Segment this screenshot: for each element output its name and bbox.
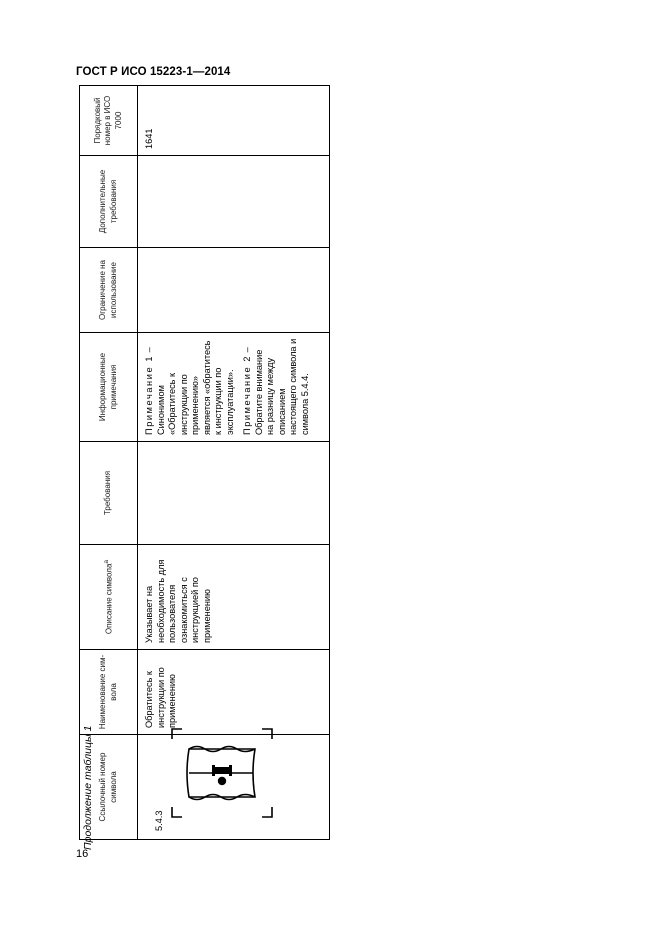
document-header: ГОСТ Р ИСО 15223-1—2014 [76,66,231,78]
page-number: 16 [76,848,89,860]
col-header-description [80,545,138,650]
cell-iso-number: 1641 [138,86,330,156]
footnote-marker: a [102,559,110,564]
col-header-additional: Дополнительные требования [80,156,138,248]
note-2-label: Примечание 2 [242,354,252,435]
cell-ref [138,735,330,840]
cell-requirements [138,442,330,545]
note-1-text: – Синонимом «Обратитесь к инструкции по применению» является «обратитесь к инструкции по эксплуатации». [144,340,235,435]
symbols-table [79,85,330,840]
cell-restriction [138,248,330,333]
note-1 [144,337,236,435]
col-header-description-text: Описание символа [104,563,114,635]
table-header-row [80,86,138,840]
note-1-label: Примечание 1 [144,354,154,435]
symbol-ref-number: 5.4.3 [154,810,164,831]
cell-description: Указывает на необходимость для пользователя ознакомиться с инструкцией по применению [138,545,330,650]
note-2 [242,337,311,435]
instructions-for-use-book-icon [170,727,274,819]
col-header-name: Наименование сим-вола [80,650,138,735]
table-caption: Продолжение таблицы 1 [82,725,94,850]
table-row [138,86,330,840]
col-header-ref: Ссылочный номер символа [80,735,138,840]
cell-additional [138,156,330,248]
cell-notes [138,333,330,442]
col-header-notes: Информационные примечания [80,333,138,442]
cell-name: Обратитесь к инструкции по применению [138,650,330,735]
rotated-table-wrapper [79,86,330,840]
note-2-text: – Обратите внимание на разницу между описанием настоящего символа и символа 5.4.4. [242,338,310,435]
col-header-iso-number: Порядковый номер в ИСО 7000 [80,86,138,156]
col-header-restriction: Ограничение на использование [80,248,138,333]
col-header-requirements: Требования [80,442,138,545]
